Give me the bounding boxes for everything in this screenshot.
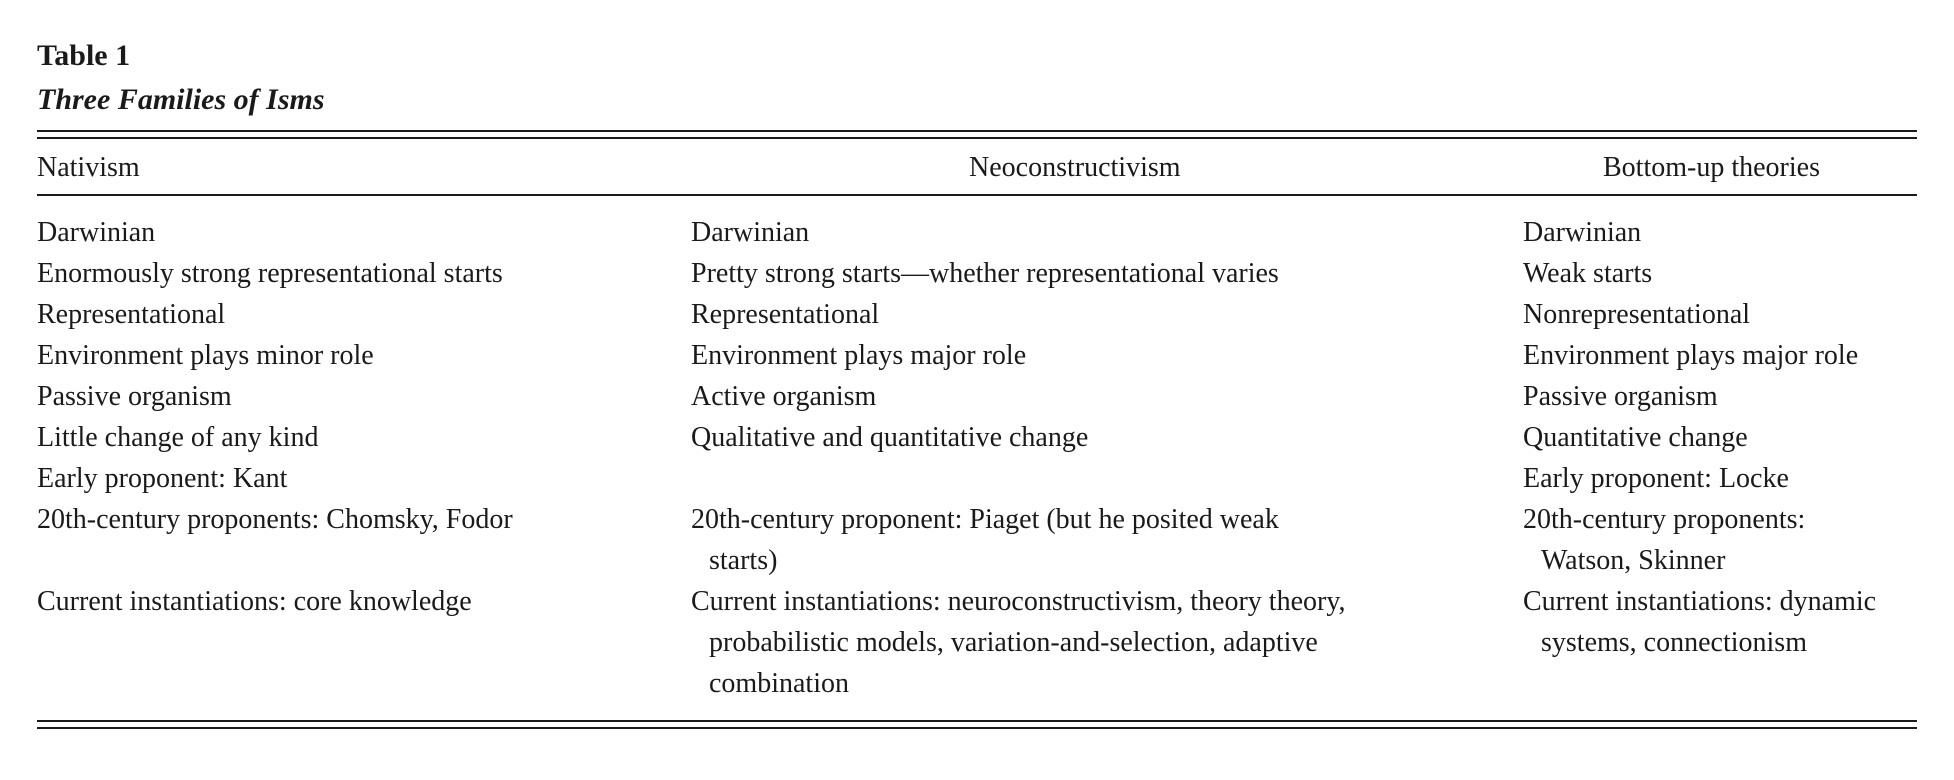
table-cell: Environment plays major role (691, 340, 1027, 371)
table-cell: Environment plays major role (1523, 340, 1859, 371)
table-row (37, 417, 1917, 458)
table-cell: Little change of any kind (37, 422, 319, 453)
table-cell: Current instantiations: core knowledge (37, 586, 472, 617)
table-cell: 20th-century proponents: Chomsky, Fodor (37, 504, 513, 535)
table-cell: Darwinian (1523, 217, 1642, 248)
table-row (37, 195, 1917, 253)
table-cell: Current instantiations: dynamic systems, connectionism (1523, 586, 1877, 658)
table-row (37, 376, 1917, 417)
table-cell: Passive organism (1523, 381, 1718, 412)
table-cell: Representational (37, 299, 226, 330)
table-cell: 20th-century proponent: Piaget (but he posited weak starts) (691, 504, 1279, 576)
table-cell: Nonrepresentational (1523, 299, 1751, 330)
table-cell: Environment plays minor role (37, 340, 374, 371)
column-header-bottom-up-theories: Bottom-up theories (1523, 139, 1917, 195)
table-cell: Darwinian (37, 217, 156, 248)
table-row (37, 294, 1917, 335)
table-label: Table 1 (37, 39, 131, 72)
table-cell: Weak starts (1523, 258, 1653, 289)
table-row (37, 499, 1917, 581)
table-row (37, 253, 1917, 294)
table-cell: Early proponent: Kant (37, 463, 288, 494)
header-row (37, 139, 1917, 195)
table-row (37, 581, 1917, 720)
table-caption: Three Families of Isms (37, 83, 325, 116)
table-cell: Qualitative and quantitative change (691, 422, 1089, 453)
table-cell: Current instantiations: neuroconstructivism, theory theory, probabilistic models, variation-and-selection, adaptive combination (691, 586, 1346, 699)
table-cell: Representational (691, 299, 880, 330)
table-cell: Pretty strong starts—whether representational varies (691, 258, 1279, 289)
column-header-neoconstructivism: Neoconstructivism (691, 139, 1523, 195)
bottom-double-rule (37, 720, 1917, 729)
table-cell: Quantitative change (1523, 422, 1748, 453)
table-row (37, 335, 1917, 376)
column-header-nativism: Nativism (37, 139, 691, 195)
isms-table (37, 139, 1917, 720)
table-cell: Darwinian (691, 217, 810, 248)
top-double-rule (37, 130, 1917, 139)
table-container (37, 36, 1917, 729)
table-cell: 20th-century proponents: Watson, Skinner (1523, 504, 1806, 576)
table-cell: Early proponent: Locke (1523, 463, 1789, 494)
table-cell: Enormously strong representational starts (37, 258, 503, 289)
table-cell: Passive organism (37, 381, 232, 412)
table-row (37, 458, 1917, 499)
table-cell: Active organism (691, 381, 877, 412)
